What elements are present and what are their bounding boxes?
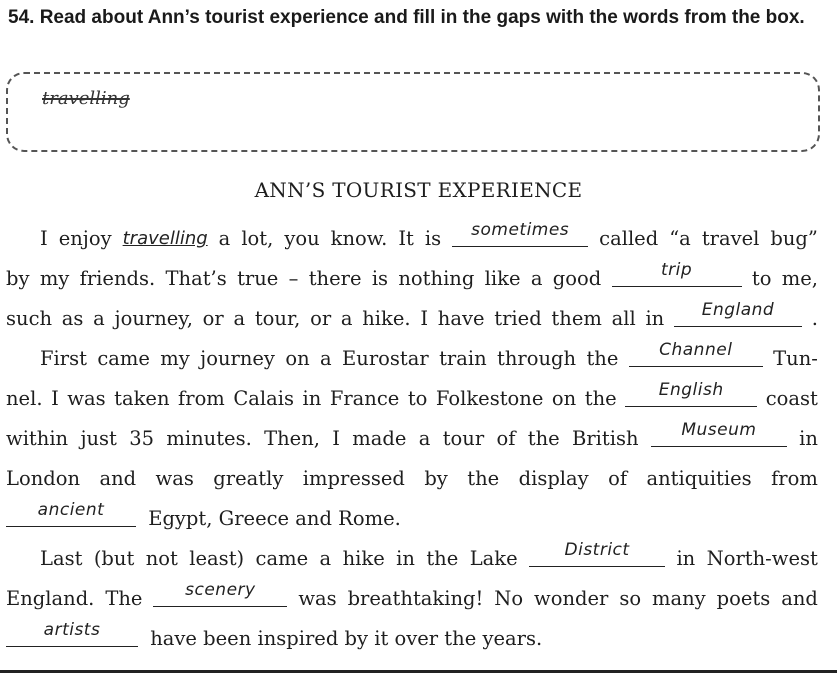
word: nel. <box>6 387 43 410</box>
word: or <box>202 307 224 330</box>
gap-9[interactable] <box>153 580 287 607</box>
word: wonder <box>534 587 609 610</box>
word: and <box>99 467 137 490</box>
word: train <box>439 347 487 370</box>
word: France <box>329 387 400 410</box>
word: least) <box>189 547 245 570</box>
word: them <box>551 307 602 330</box>
word: know. <box>330 227 388 250</box>
word: a <box>320 347 332 370</box>
word-box <box>6 72 820 152</box>
gap-8[interactable] <box>529 540 665 567</box>
word: England. <box>6 587 95 610</box>
word: a <box>218 227 231 250</box>
word: a <box>233 307 246 330</box>
word: or <box>310 307 332 330</box>
word: Calais <box>233 387 294 410</box>
gap-10[interactable] <box>6 620 138 647</box>
word: – <box>288 267 299 290</box>
gap-answer: Channel <box>659 340 733 360</box>
word: good <box>552 267 602 290</box>
gap-3[interactable] <box>674 300 802 327</box>
word: to <box>751 267 772 290</box>
word: not <box>145 547 178 570</box>
word: display <box>518 467 589 490</box>
word: on <box>285 347 310 370</box>
word: of <box>496 427 516 450</box>
word: hike <box>342 547 385 570</box>
word: breathtaking! <box>347 587 484 610</box>
word: Folkestone <box>435 387 544 410</box>
word: 35 <box>129 427 155 450</box>
text-line-6 <box>6 420 818 454</box>
word: to <box>407 387 428 410</box>
word: the <box>584 387 617 410</box>
gap-answer: artists <box>43 620 101 640</box>
word: friends. <box>79 267 156 290</box>
gap-5[interactable] <box>625 380 757 407</box>
word: poets <box>716 587 771 610</box>
word: you <box>284 227 320 250</box>
word: the <box>467 467 500 490</box>
word: in <box>302 387 322 410</box>
word: was <box>298 587 337 610</box>
gap-2[interactable] <box>612 260 742 287</box>
gap-answer: scenery <box>185 580 256 600</box>
word: I <box>40 227 48 250</box>
word: a <box>319 547 332 570</box>
word: a <box>418 427 431 450</box>
gap-answer: England <box>701 300 775 320</box>
text-title: ANN’S TOURIST EXPERIENCE <box>254 178 583 202</box>
text-line-2 <box>6 260 818 294</box>
word: That’s <box>165 267 227 290</box>
word: was <box>67 387 106 410</box>
word: a <box>340 307 353 330</box>
word: “a <box>669 227 691 250</box>
word: called <box>599 227 659 250</box>
word: the <box>426 547 459 570</box>
word: journey, <box>114 307 193 330</box>
word: like <box>484 267 521 290</box>
gap-1[interactable] <box>452 220 588 247</box>
word: journey <box>200 347 275 370</box>
word: from <box>178 387 225 410</box>
word: the <box>586 347 619 370</box>
word: tried <box>494 307 542 330</box>
word: in <box>645 307 665 330</box>
word: by <box>6 267 30 290</box>
word: through <box>497 347 577 370</box>
word: It <box>398 227 414 250</box>
word: First <box>40 347 87 370</box>
word: all <box>611 307 636 330</box>
word: taken <box>114 387 170 410</box>
word: Eurostar <box>342 347 429 370</box>
word: a <box>530 267 543 290</box>
text-line-1 <box>40 220 818 254</box>
word: my <box>39 267 70 290</box>
word: Then, <box>264 427 320 450</box>
bottom-rule <box>0 670 837 673</box>
text-line-3 <box>6 300 818 334</box>
text-run: have been inspired by it over the years. <box>150 627 543 650</box>
text-line-11 <box>6 620 818 654</box>
text-line-10 <box>6 580 818 614</box>
word: hike. <box>362 307 411 330</box>
word: tour, <box>254 307 301 330</box>
text-run: Egypt, Greece and Rome. <box>148 507 401 530</box>
text-line-8 <box>6 500 818 534</box>
word: lot, <box>241 227 274 250</box>
word: travel <box>701 227 760 250</box>
word: many <box>652 587 706 610</box>
word: bug” <box>770 227 818 250</box>
word: came <box>255 547 309 570</box>
word: is <box>424 227 442 250</box>
word: enjoy <box>58 227 112 250</box>
gap-7[interactable] <box>6 500 136 527</box>
text-line-5 <box>6 380 818 414</box>
word: such <box>6 307 53 330</box>
gap-6[interactable] <box>651 420 787 447</box>
word: No <box>494 587 524 610</box>
word: nothing <box>398 267 475 290</box>
word: was <box>155 467 194 490</box>
word: British <box>572 427 639 450</box>
word: my <box>160 347 190 370</box>
word: (but <box>93 547 135 570</box>
gap-answer: District <box>564 540 630 560</box>
example-answer: travelling <box>122 228 208 249</box>
word: . <box>811 307 818 330</box>
word: I <box>420 307 429 330</box>
word: came <box>97 347 150 370</box>
word: the <box>527 427 560 450</box>
word: just <box>80 427 117 450</box>
text-line-7 <box>6 464 818 494</box>
word: London <box>6 467 81 490</box>
word: in <box>396 547 415 570</box>
word: minutes. <box>166 427 252 450</box>
word: so <box>619 587 642 610</box>
word: within <box>6 427 69 450</box>
word: antiquities <box>646 467 752 490</box>
word: and <box>781 587 818 610</box>
gap-answer: Museum <box>681 420 757 440</box>
word: The <box>105 587 143 610</box>
word: of <box>608 467 628 490</box>
gap-4[interactable] <box>629 340 763 367</box>
struck-word: travelling <box>42 88 130 109</box>
word: North-west <box>706 547 818 570</box>
word: have <box>437 307 485 330</box>
text-line-4 <box>40 340 818 374</box>
gap-answer: sometimes <box>471 220 570 240</box>
word: by <box>424 467 448 490</box>
word: is <box>371 267 389 290</box>
word: tour <box>442 427 485 450</box>
gap-answer: ancient <box>37 500 105 520</box>
word: as <box>61 307 84 330</box>
word: Lake <box>469 547 518 570</box>
word: on <box>551 387 577 410</box>
word: Tun- <box>773 347 818 370</box>
gap-answer: trip <box>660 260 693 280</box>
word: I <box>332 427 340 450</box>
text-line-9 <box>40 540 818 574</box>
word: I <box>51 387 59 410</box>
word: from <box>771 467 818 490</box>
gap-answer: English <box>658 380 724 400</box>
word: greatly <box>213 467 284 490</box>
word: there <box>308 267 362 290</box>
word: Last <box>40 547 83 570</box>
word: in <box>799 427 818 450</box>
word: a <box>93 307 105 330</box>
word: coast <box>765 387 818 410</box>
word: in <box>676 547 696 570</box>
word: impressed <box>302 467 405 490</box>
word: made <box>352 427 407 450</box>
task-instruction: 54. Read about Ann’s tourist experience and fill in the gaps with the words from the box. <box>8 7 805 28</box>
word: me, <box>781 267 818 290</box>
word: true <box>237 267 279 290</box>
